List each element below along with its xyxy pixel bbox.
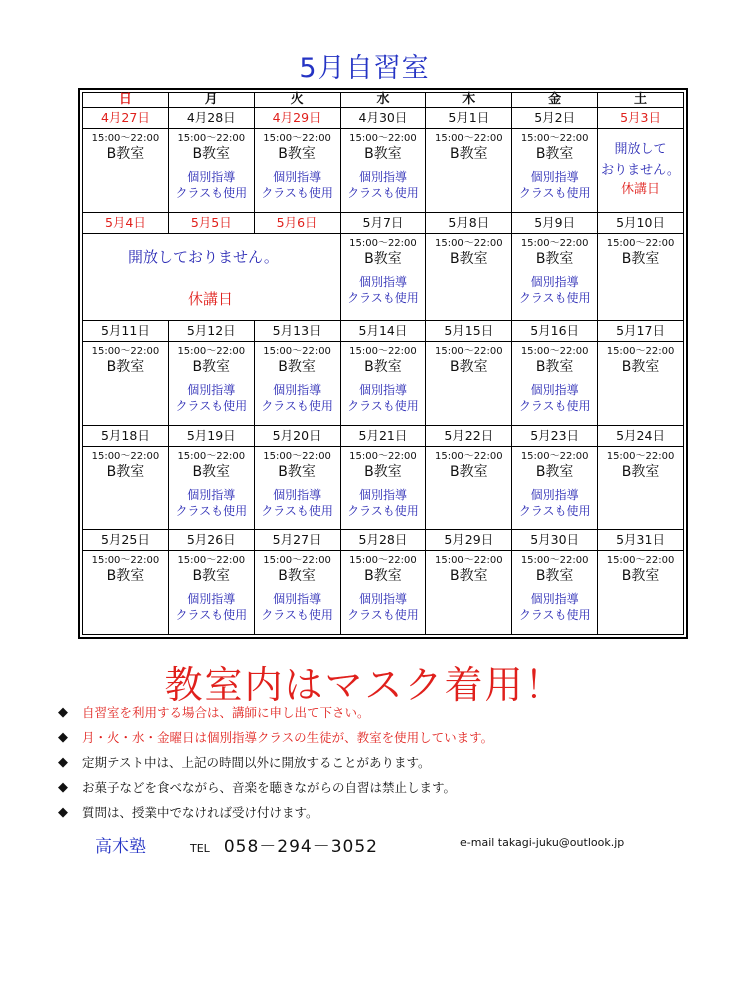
open-time: 15:00〜22:00 [349,450,417,462]
open-time: 15:00〜22:00 [434,237,503,249]
weekday-4: 木 [426,93,512,108]
weekday-header-row [83,93,684,108]
room-name: B教室 [278,463,316,480]
day-cell [254,341,340,425]
room-name: B教室 [535,146,574,162]
diamond-icon: ◆ [58,805,68,820]
open-time: 15:00〜22:00 [91,450,160,462]
kobetsu-note [255,591,340,623]
open-time: 15:00〜22:00 [520,133,589,144]
content-row [83,341,684,425]
day-cell [426,446,512,530]
day-cell [512,129,598,213]
kobetsu-line: 個別指導 [530,382,579,397]
day-cell [83,446,169,530]
day-cell [426,129,512,213]
kobetsu-line: クラスも使用 [261,398,333,413]
room-name: B教室 [535,250,574,267]
room-name: B教室 [192,463,231,480]
kobetsu-line: クラスも使用 [347,186,419,200]
kobetsu-line: 個別指導 [530,274,579,289]
kobetsu-line: 個別指導 [187,487,236,502]
calendar [78,88,688,639]
date-row [83,425,684,446]
date-cell: 5月17日 [598,320,684,341]
room-name: B教室 [364,358,402,375]
kobetsu-line: クラスも使用 [518,290,591,305]
kobetsu-line: 個別指導 [187,382,236,397]
day-cell [426,341,512,425]
diamond-icon: ◆ [58,705,68,720]
kobetsu-line: クラスも使用 [175,503,248,518]
kobetsu-line: クラスも使用 [175,608,248,623]
open-time: 15:00〜22:00 [434,555,503,567]
kobetsu-note [512,382,597,414]
day-cell [340,446,426,530]
room-name: B教室 [192,358,231,375]
kobetsu-line: クラスも使用 [175,186,248,200]
date-cell: 5月28日 [340,530,426,551]
closed-text [598,139,683,181]
closed-text: 開放しておりません。 [128,247,279,266]
open-time: 15:00〜22:00 [263,345,331,357]
kobetsu-line: クラスも使用 [347,608,419,623]
weekday-2: 火 [254,93,340,108]
kobetsu-line: 個別指導 [187,592,236,607]
open-time: 15:00〜22:00 [263,555,331,567]
open-time: 15:00〜22:00 [177,345,246,357]
day-cell [83,341,169,425]
phone [190,832,378,857]
open-time: 15:00〜22:00 [606,345,675,357]
room-name: B教室 [192,568,231,585]
day-cell [512,341,598,425]
open-time: 15:00〜22:00 [434,450,503,462]
day-cell [340,341,426,425]
note-item [58,704,698,721]
open-time: 15:00〜22:00 [520,555,589,567]
day-cell [598,551,684,635]
room-name: B教室 [106,463,145,480]
closed-line: 開放して [614,142,667,157]
diamond-icon: ◆ [58,730,68,745]
room-name: B教室 [364,250,402,267]
open-time: 15:00〜22:00 [520,237,589,249]
room-name: B教室 [364,146,402,162]
date-cell: 5月5日 [168,212,254,233]
note-text: 定期テスト中は、上記の時間以外に開放することがあります。 [82,755,431,770]
kobetsu-note [512,591,597,623]
phone-number: 058－294－3052 [223,837,378,857]
kobetsu-line: 個別指導 [358,274,407,289]
kobetsu-line: クラスも使用 [518,186,591,200]
date-cell: 5月29日 [426,530,512,551]
kobetsu-note [255,382,340,414]
open-time: 15:00〜22:00 [91,555,160,567]
date-row [83,212,684,233]
date-cell: 5月26日 [168,530,254,551]
kobetsu-line: クラスも使用 [347,398,419,413]
weekday-0: 日 [83,93,169,108]
kobetsu-note [341,487,426,519]
note-item [58,779,698,796]
tel-label: TEL [190,842,210,855]
day-cell [340,233,426,320]
day-cell [168,129,254,213]
date-cell: 5月4日 [83,212,169,233]
date-cell: 5月15日 [426,320,512,341]
kobetsu-line: クラスも使用 [518,503,591,518]
open-time: 15:00〜22:00 [349,555,417,567]
kobetsu-line: 個別指導 [273,170,322,184]
weekday-5: 金 [512,93,598,108]
note-text: 質問は、授業中でなければ受け付けます。 [82,805,319,820]
date-cell: 5月10日 [598,212,684,233]
day-cell [168,341,254,425]
date-row [83,320,684,341]
note-item [58,804,698,821]
kobetsu-line: 個別指導 [273,487,322,502]
open-time: 15:00〜22:00 [263,133,331,144]
room-name: B教室 [106,358,145,375]
room-name: B教室 [106,568,145,585]
room-name: B教室 [278,358,316,375]
kobetsu-note [255,487,340,519]
kobetsu-line: 個別指導 [273,382,322,397]
day-cell [512,233,598,320]
day-cell [83,129,169,213]
date-cell: 5月6日 [254,212,340,233]
day-cell [254,129,340,213]
date-cell: 5月21日 [340,425,426,446]
day-cell [598,129,684,213]
content-row [83,233,684,320]
date-cell: 5月24日 [598,425,684,446]
date-cell: 4月28日 [168,108,254,129]
room-name: B教室 [364,463,402,480]
date-cell: 4月30日 [340,108,426,129]
room-name: B教室 [449,358,488,375]
page-title: 5月自習室 [299,53,430,84]
room-name: B教室 [535,358,574,375]
content-row [83,446,684,530]
date-cell: 4月29日 [254,108,340,129]
room-name: B教室 [278,568,316,585]
room-name: B教室 [192,146,231,162]
holiday-text: 休講日 [188,289,234,308]
kobetsu-note [341,169,426,201]
open-time: 15:00〜22:00 [349,133,417,144]
open-time: 15:00〜22:00 [520,450,589,462]
room-name: B教室 [535,568,574,585]
day-cell [340,551,426,635]
note-text: 自習室を利用する場合は、講師に申し出て下さい。 [82,705,370,720]
email: e-mail takagi-juku@outlook.jp [460,836,625,849]
date-cell: 5月14日 [340,320,426,341]
date-cell: 5月16日 [512,320,598,341]
note-item [58,729,698,746]
date-cell: 5月22日 [426,425,512,446]
date-cell: 5月30日 [512,530,598,551]
note-text: お菓子などを食べながら、音楽を聴きながらの自習は禁止します。 [82,780,457,795]
date-cell: 5月9日 [512,212,598,233]
open-time: 15:00〜22:00 [434,345,503,357]
kobetsu-note [341,591,426,623]
kobetsu-note [169,169,254,201]
kobetsu-note [512,487,597,519]
calendar-table [82,92,684,635]
day-cell [168,551,254,635]
day-cell [598,446,684,530]
weekday-6: 土 [598,93,684,108]
date-cell: 4月27日 [83,108,169,129]
open-time: 15:00〜22:00 [349,345,417,357]
note-text: 月・火・水・金曜日は個別指導クラスの生徒が、教室を使用しています。 [82,730,494,745]
date-cell: 5月23日 [512,425,598,446]
open-time: 15:00〜22:00 [177,133,246,144]
content-row [83,551,684,635]
footer [0,832,729,856]
room-name: B教室 [535,463,574,480]
date-cell: 5月13日 [254,320,340,341]
holiday-text: 休講日 [621,182,661,197]
kobetsu-line: クラスも使用 [347,503,419,518]
open-time: 15:00〜22:00 [177,450,246,462]
content-row [83,129,684,213]
date-cell: 5月18日 [83,425,169,446]
date-cell: 5月3日 [598,108,684,129]
open-time: 15:00〜22:00 [177,555,246,567]
date-cell: 5月31日 [598,530,684,551]
date-cell: 5月25日 [83,530,169,551]
kobetsu-note [512,274,597,306]
open-time: 15:00〜22:00 [91,345,160,357]
kobetsu-line: 個別指導 [358,487,407,502]
kobetsu-line: 個別指導 [187,170,236,184]
room-name: B教室 [449,463,488,480]
date-cell: 5月7日 [340,212,426,233]
kobetsu-note [255,169,340,201]
school-name: 高木塾 [95,837,146,857]
notes-list [58,704,698,829]
day-cell [512,551,598,635]
open-time: 15:00〜22:00 [606,555,675,567]
kobetsu-line: 個別指導 [530,592,579,607]
day-cell [426,551,512,635]
day-cell [426,233,512,320]
room-name: B教室 [621,358,660,375]
diamond-icon: ◆ [58,780,68,795]
diamond-icon: ◆ [58,755,68,770]
date-cell: 5月8日 [426,212,512,233]
kobetsu-line: クラスも使用 [261,186,333,200]
room-name: B教室 [449,568,488,585]
open-time: 15:00〜22:00 [606,237,675,249]
kobetsu-note [169,487,254,519]
date-cell: 5月1日 [426,108,512,129]
day-cell [598,233,684,320]
kobetsu-line: クラスも使用 [261,608,333,623]
closed-line: おりません。 [601,163,680,178]
note-item [58,754,698,771]
day-cell [340,129,426,213]
kobetsu-note [169,382,254,414]
kobetsu-line: クラスも使用 [347,290,419,305]
day-cell [254,551,340,635]
open-time: 15:00〜22:00 [434,133,503,144]
room-name: B教室 [449,250,488,267]
day-cell [512,446,598,530]
day-cell [83,551,169,635]
room-name: B教室 [449,146,488,162]
room-name: B教室 [278,146,316,162]
kobetsu-line: クラスも使用 [518,608,591,623]
date-cell: 5月11日 [83,320,169,341]
kobetsu-note [341,382,426,414]
kobetsu-line: クラスも使用 [175,398,248,413]
kobetsu-note [169,591,254,623]
date-cell: 5月27日 [254,530,340,551]
room-name: B教室 [621,568,660,585]
open-time: 15:00〜22:00 [349,237,417,249]
day-cell [254,446,340,530]
open-time: 15:00〜22:00 [520,345,589,357]
room-name: B教室 [364,568,402,585]
date-cell: 5月19日 [168,425,254,446]
kobetsu-line: 個別指導 [273,592,322,607]
weekday-1: 月 [168,93,254,108]
kobetsu-line: クラスも使用 [261,503,333,518]
date-row [83,108,684,129]
kobetsu-line: 個別指導 [358,382,407,397]
date-cell: 5月2日 [512,108,598,129]
date-cell: 5月12日 [168,320,254,341]
open-time: 15:00〜22:00 [606,450,675,462]
mask-notice: 教室内はマスク着用！ [164,663,565,707]
kobetsu-line: クラスも使用 [518,398,591,413]
room-name: B教室 [106,146,145,162]
closed-merged-cell [83,233,341,320]
date-row [83,530,684,551]
open-time: 15:00〜22:00 [91,133,160,144]
day-cell [168,446,254,530]
kobetsu-note [512,169,597,201]
kobetsu-note [341,274,426,306]
room-name: B教室 [621,463,660,480]
kobetsu-line: 個別指導 [358,170,407,184]
day-cell [598,341,684,425]
kobetsu-line: 個別指導 [530,487,579,502]
room-name: B教室 [621,250,660,267]
kobetsu-line: 個別指導 [358,592,407,607]
weekday-3: 水 [340,93,426,108]
date-cell: 5月20日 [254,425,340,446]
kobetsu-line: 個別指導 [530,170,579,184]
open-time: 15:00〜22:00 [263,450,331,462]
